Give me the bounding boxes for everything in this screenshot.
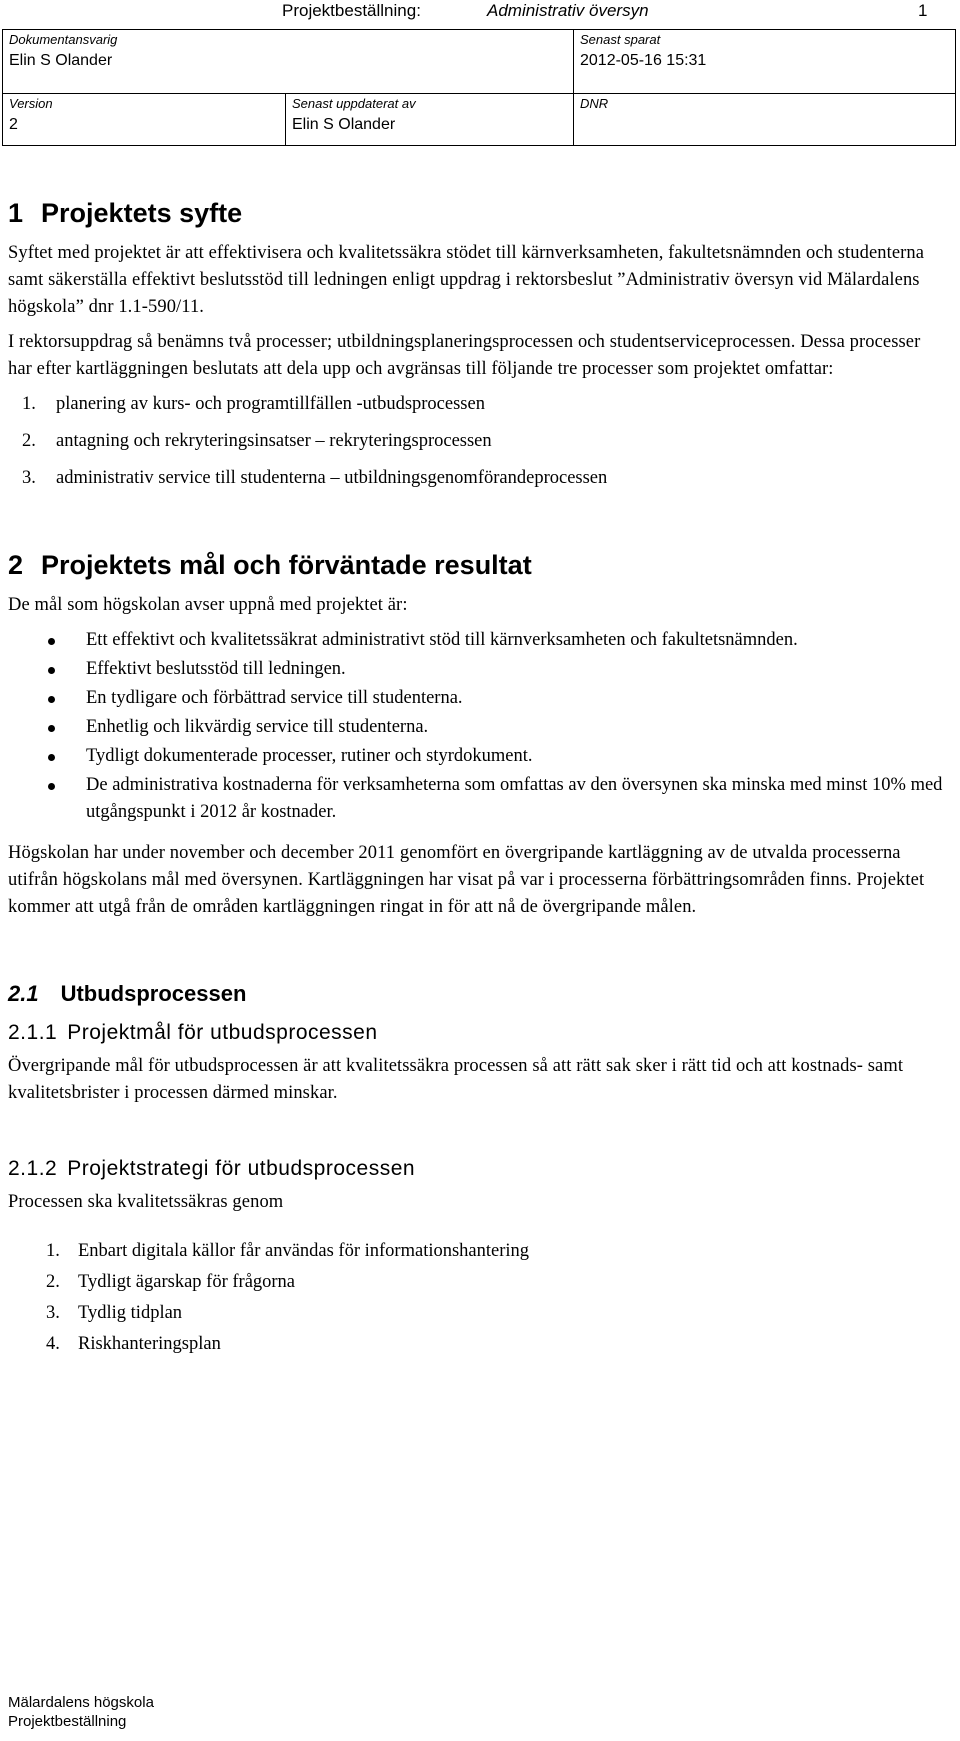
page-number: 1 (918, 1, 928, 20)
bullet-icon (48, 696, 55, 703)
responsible-label: Dokumentansvarig (9, 32, 118, 47)
list-item: 3. administrativ service till studenterna – utbildningsgenomförandeprocessen (22, 468, 608, 488)
bullet-icon (48, 754, 55, 761)
strategy-intro: Processen ska kvalitetssäkras genom (8, 1192, 284, 1212)
mapping-summary-paragraph: Högskolan har under november och december 2011 genomfört en övergripande kartläggning av de utvalda processerna utifrån högskolans mål med översynen. Kartläggningen har visat på var i processerna förbättringsområden finns. Projektet kommer att utgå från de områden kartläggningen ringat in för att nå de övergripande målen. (8, 843, 925, 917)
bullet-icon (48, 667, 55, 674)
section-2-heading (8, 548, 948, 582)
footer-institution: Mälardalens högskola (8, 1694, 154, 1711)
responsible-value: Elin S Olander (9, 52, 113, 69)
section-number: 2.1.1 (8, 1021, 58, 1044)
list-item: 3. Tydlig tidplan (46, 1303, 183, 1323)
section-number: 1 (8, 198, 24, 228)
dnr-label: DNR (580, 96, 609, 111)
section-2-1-2-heading (8, 1155, 948, 1183)
list-item: 1. Enbart digitala källor får användas för informationshantering (46, 1241, 530, 1261)
updated-by-cell (286, 94, 574, 146)
metadata-table (2, 29, 956, 146)
updated-by-value: Elin S Olander (292, 116, 396, 133)
version-cell (3, 94, 286, 146)
bullet-icon (48, 725, 55, 732)
goals-intro: De mål som högskolan avser uppnå med projektet är: (8, 595, 408, 615)
page-footer (8, 1693, 154, 1731)
bullet-icon (48, 783, 55, 790)
section-1-heading (8, 196, 948, 230)
document-header-title (0, 0, 960, 24)
saved-cell (574, 30, 956, 94)
list-item: En tydligare och förbättrad service till studenterna. (8, 685, 948, 712)
updated-by-label: Senast uppdaterat av (292, 96, 416, 111)
section-number: 2.1.2 (8, 1157, 58, 1180)
saved-label: Senast sparat (580, 32, 661, 47)
list-item: 2. Tydligt ägarskap för frågorna (46, 1272, 296, 1292)
section-2-1-heading (8, 979, 948, 1009)
dnr-cell (574, 94, 956, 146)
section-title: Projektmål för utbudsprocessen (67, 1021, 378, 1044)
section-title: Utbudsprocessen (60, 981, 247, 1006)
responsible-cell (3, 30, 574, 94)
section-title: Projektets syfte (41, 198, 243, 228)
processes-paragraph: I rektorsuppdrag så benämns två processer; utbildningsplaneringsprocessen och studentserviceprocessen. Dessa processer har efter kartläggningen beslutats att dela upp och avgränsas till följande tre processer som projektet omfattar: (8, 332, 921, 379)
title-document-name: Administrativ översyn (487, 1, 649, 20)
list-item: 4. Riskhanteringsplan (46, 1334, 221, 1354)
process-list (8, 391, 948, 492)
list-item: De administrativa kostnaderna för verksamheterna som omfattas av den översynen ska minska med minst 10% med utgångspunkt i 2012 år kostnader. (8, 772, 948, 826)
purpose-paragraph: Syftet med projektet är att effektivisera och kvalitetssäkra stödet till kärnverksamheten, fakultetsnämnden och studenterna samt säkerställa effektivt beslutsstöd till ledningen enligt uppdrag i rektorsbeslut ”Administrativ översyn vid Mälardalens högskola” dnr 1.1-590/11. (8, 243, 925, 317)
section-number: 2.1 (8, 981, 39, 1006)
footer-document-type: Projektbeställning (8, 1713, 127, 1730)
goals-list (8, 627, 948, 826)
section-2-1-1-heading (8, 1019, 948, 1047)
section-number: 2 (8, 550, 24, 580)
list-item: Tydligt dokumenterade processer, rutiner och styrdokument. (8, 743, 948, 770)
section-title: Projektstrategi för utbudsprocessen (67, 1157, 416, 1180)
version-value: 2 (9, 116, 18, 133)
document-body (8, 196, 948, 1362)
saved-value: 2012-05-16 15:31 (580, 52, 707, 69)
title-prefix: Projektbeställning: (282, 1, 421, 20)
version-label: Version (9, 96, 53, 111)
list-item: Effektivt beslutsstöd till ledningen. (8, 656, 948, 683)
bullet-icon (48, 638, 55, 645)
section-title: Projektets mål och förväntade resultat (41, 550, 532, 580)
list-item: Enhetlig och likvärdig service till studenterna. (8, 714, 948, 741)
project-goal-paragraph: Övergripande mål för utbudsprocessen är att kvalitetssäkra processen så att rätt sak sker i rätt tid och att kostnads- samt kvalitetsbrister i processen därmed minskar. (8, 1056, 904, 1103)
list-item: 2. antagning och rekryteringsinsatser – rekryteringsprocessen (22, 431, 492, 451)
strategy-list (8, 1238, 948, 1358)
list-item: Ett effektivt och kvalitetssäkrat administrativt stöd till kärnverksamheten och fakultetsnämnden. (8, 627, 948, 654)
list-item: 1. planering av kurs- och programtillfällen -utbudsprocessen (22, 394, 485, 414)
